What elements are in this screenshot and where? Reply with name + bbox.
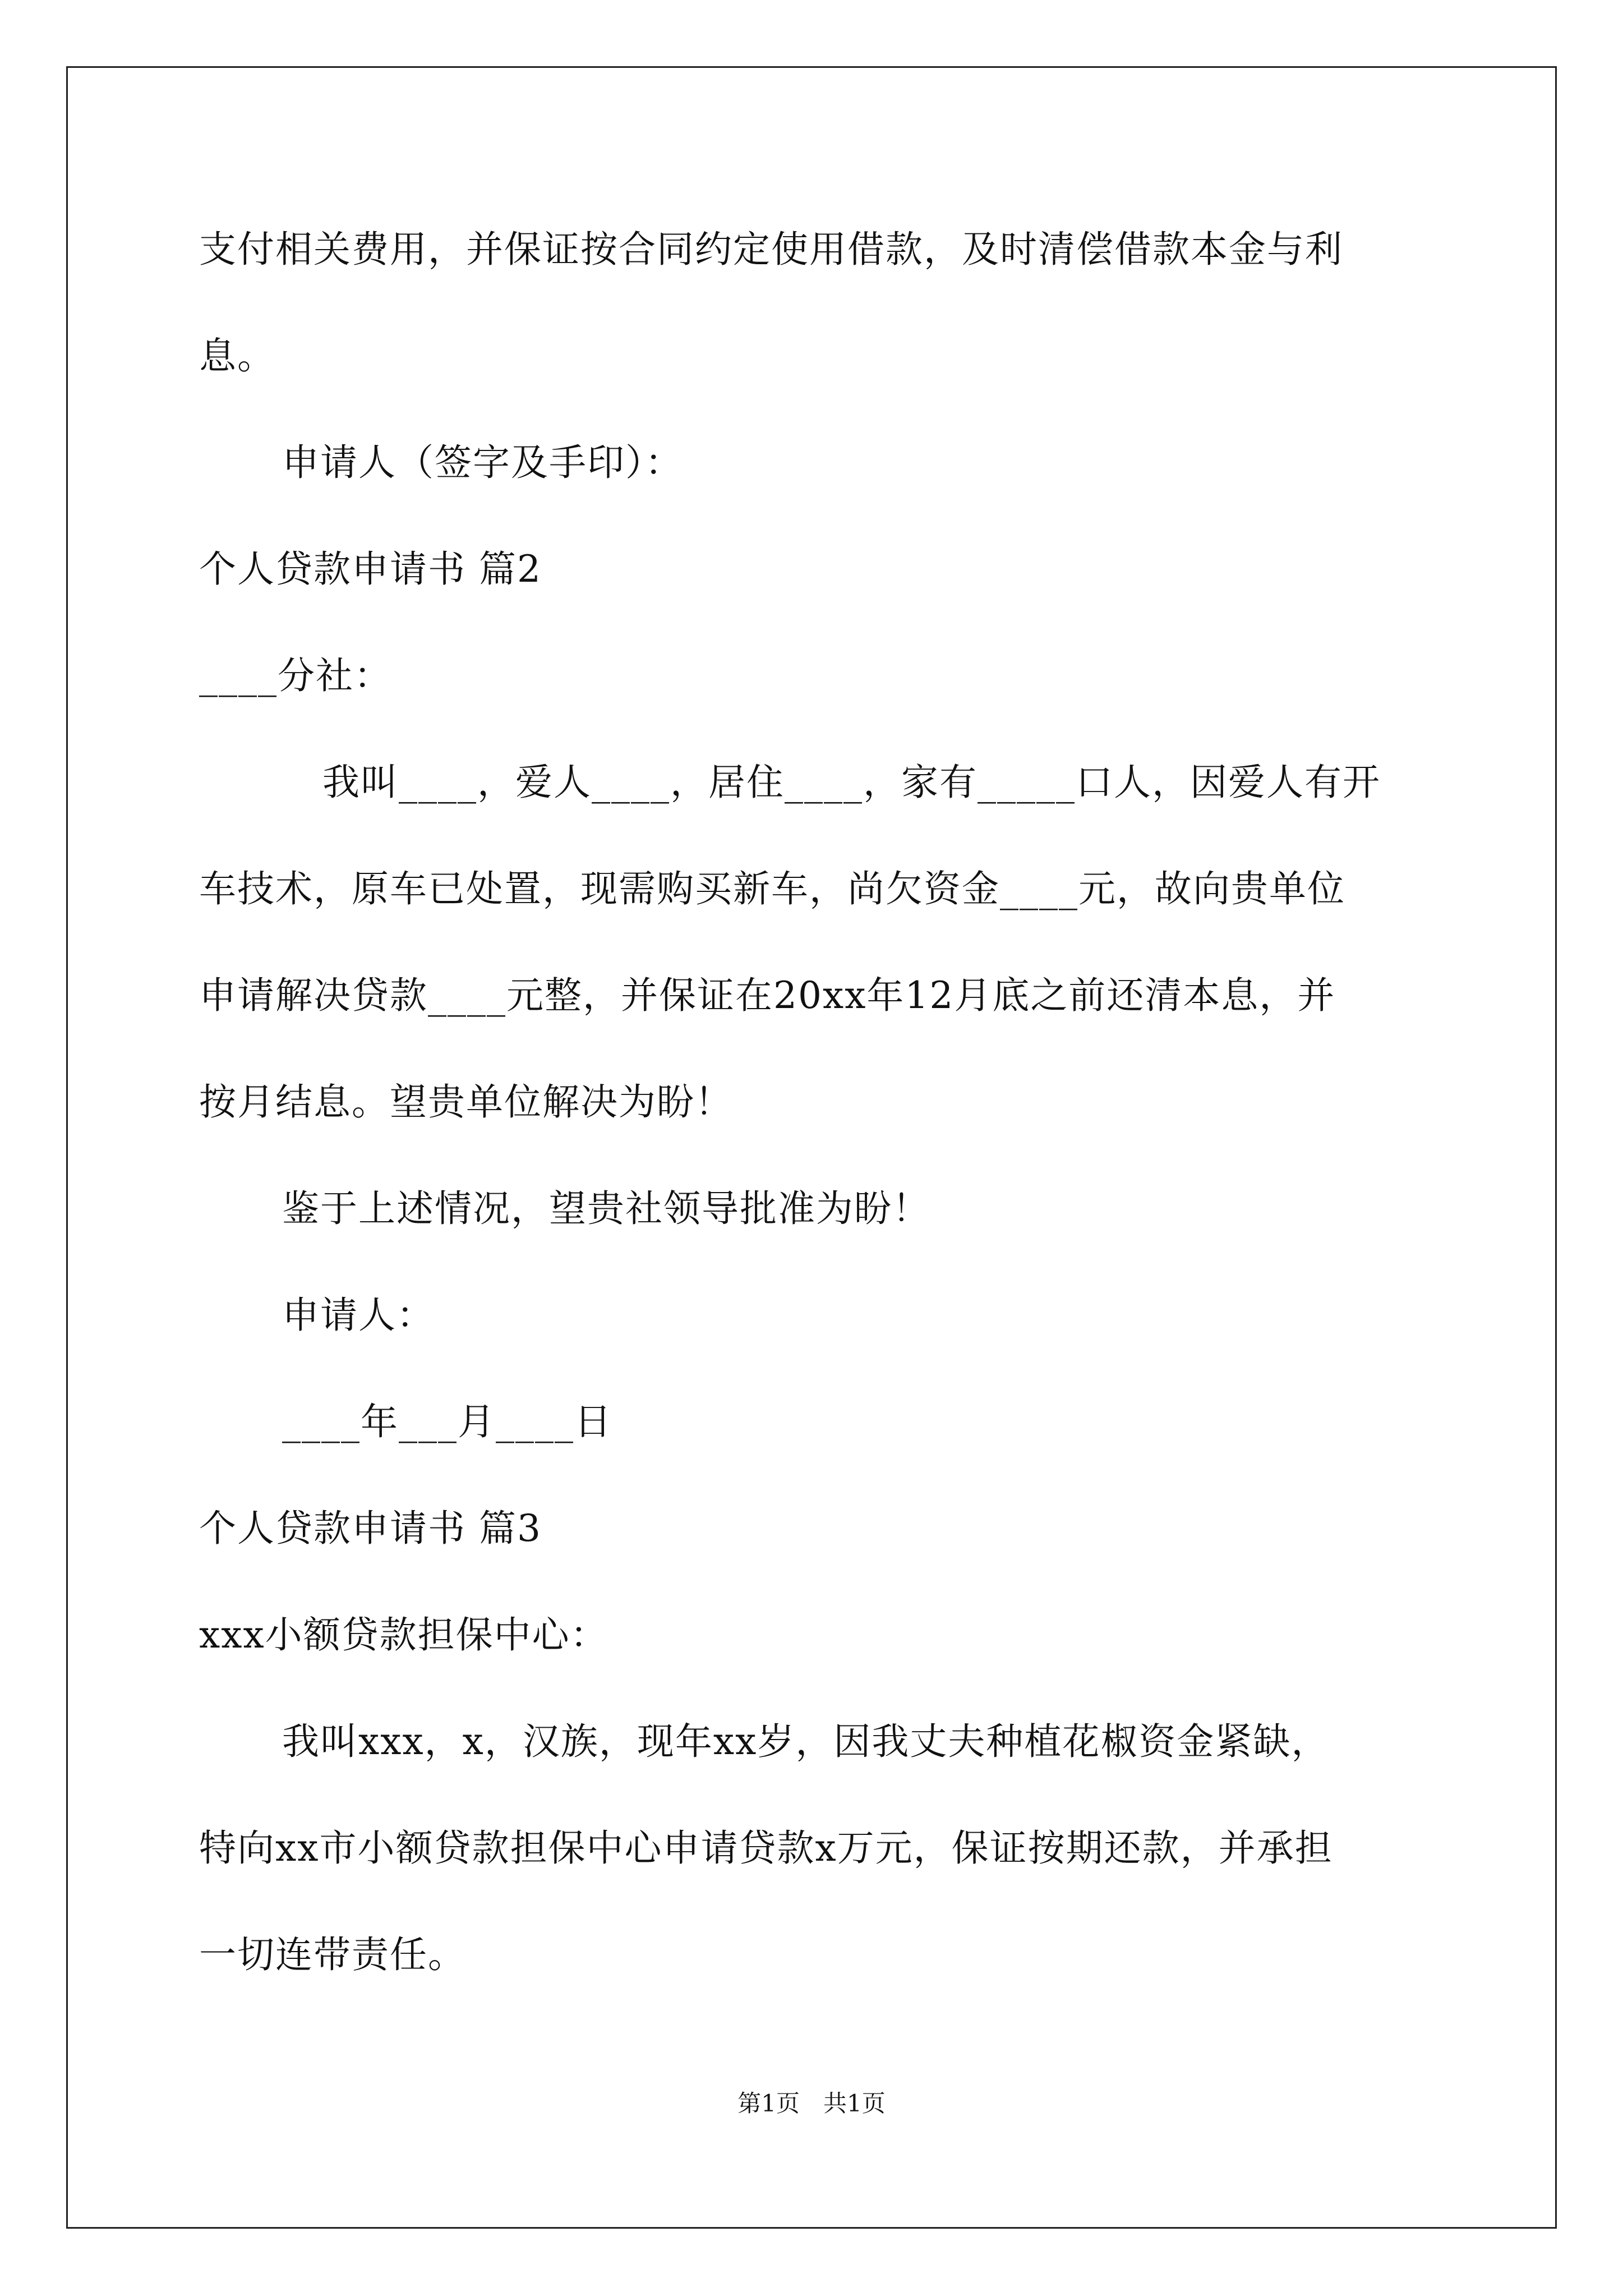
body-line: 息。 [199,334,275,378]
section-heading: 个人贷款申请书 篇3 [199,1507,542,1550]
body-line: 我叫____，爱人____，居住____，家有_____口人，因爱人有开 [322,761,1381,804]
date-line: ____年___月____日 [282,1400,612,1443]
body-line: 申请解决贷款____元整，并保证在20xx年12月底之前还清本息，并 [199,974,1336,1017]
page-border [66,66,1557,2229]
salutation: ____分社： [199,654,392,697]
body-line: 车技术，原车已处置，现需购买新车，尚欠资金____元，故向贵单位 [199,867,1345,910]
body-line: 鉴于上述情况，望贵社领导批准为盼！ [282,1187,930,1230]
body-line: 我叫xxx，x，汉族，现年xx岁，因我丈夫种植花椒资金紧缺， [282,1720,1330,1763]
body-line: 一切连带责任。 [199,1933,466,1976]
page-footer: 第1页 共1页 [737,2090,886,2117]
signature-line: 申请人： [282,1294,435,1337]
body-line: 特向xx市小额贷款担保中心申请贷款x万元，保证按期还款，并承担 [199,1826,1333,1870]
body-line: 支付相关费用，并保证按合同约定使用借款，及时清偿借款本金与利 [199,228,1343,271]
salutation: xxx小额贷款担保中心： [199,1613,608,1657]
signature-line: 申请人（签字及手印）： [282,441,683,484]
section-heading: 个人贷款申请书 篇2 [199,547,542,591]
body-line: 按月结息。望贵单位解决为盼！ [199,1080,733,1124]
